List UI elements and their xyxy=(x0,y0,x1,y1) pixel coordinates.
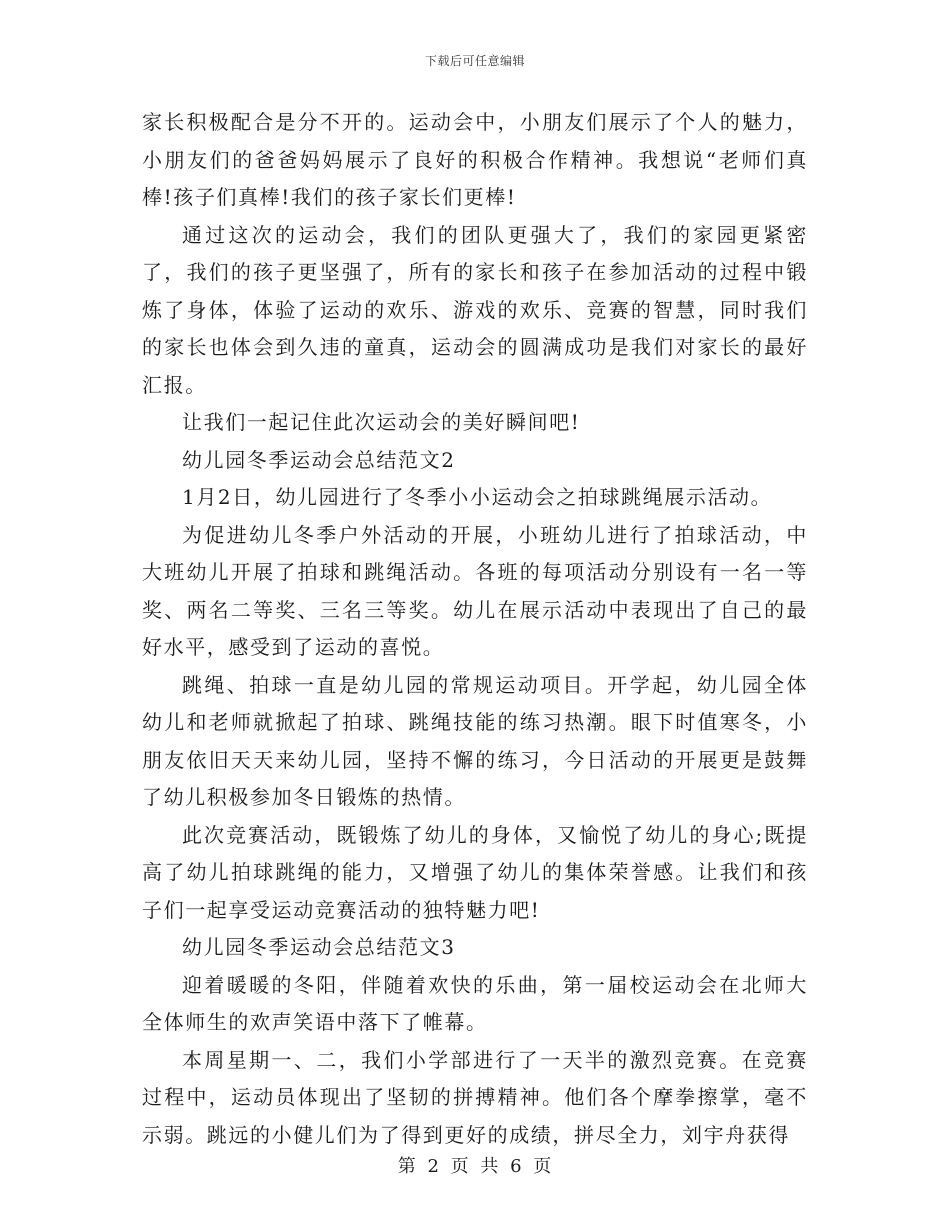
paragraph-8: 此次竞赛活动，既锻炼了幼儿的身体，又愉悦了幼儿的身心;既提高了幼儿拍球跳绳的能力，又增强了幼儿的集体荣誉感。让我们和孩子们一起享受运动竞赛活动的独特魅力吧! xyxy=(142,822,808,922)
paragraph-1: 家长积极配合是分不开的。运动会中，小朋友们展示了个人的魅力，小朋友们的爸爸妈妈展示了良好的积极合作精神。我想说“老师们真棒!孩子们真棒!我们的孩子家长们更棒! xyxy=(142,110,808,209)
document-body xyxy=(142,104,808,1154)
section-heading-3: 幼儿园冬季运动会总结范文3 xyxy=(182,935,456,959)
section-heading-2: 幼儿园冬季运动会总结范文2 xyxy=(182,447,456,472)
paragraph-6: 为促进幼儿冬季户外活动的开展，小班幼儿进行了拍球活动，中大班幼儿开展了拍球和跳绳活动。各班的每项活动分别设有一名一等奖、两名二等奖、三名三等奖。幼儿在展示活动中表现出了自己的最好水平，感受到了运动的喜悦。 xyxy=(142,522,808,659)
paragraph-2: 通过这次的运动会，我们的团队更强大了，我们的家园更紧密了，我们的孩子更坚强了，所有的家长和孩子在参加活动的过程中锻炼了身体，体验了运动的欢乐、游戏的欢乐、竞赛的智慧，同时我们的家长也体会到久违的童真，运动会的圆满成功是我们对家长的最好汇报。 xyxy=(142,222,808,397)
paragraph-7: 跳绳、拍球一直是幼儿园的常规运动项目。开学起，幼儿园全体幼儿和老师就掀起了拍球、跳绳技能的练习热潮。眼下时值寒冬，小朋友依旧天天来幼儿园，坚持不懈的练习，今日活动的开展更是鼓舞了幼儿积极参加冬日锻炼的热情。 xyxy=(142,672,808,809)
paragraph-10: 迎着暖暖的冬阳，伴随着欢快的乐曲，第一届校运动会在北师大全体师生的欢声笑语中落下了帷幕。 xyxy=(142,972,808,1034)
paragraph-5: 1月2日，幼儿园进行了冬季小小运动会之拍球跳绳展示活动。 xyxy=(182,485,773,509)
page-footer: 第 2 页 共 6 页 xyxy=(397,1156,553,1177)
paragraph-11: 本周星期一、二，我们小学部进行了一天半的激烈竞赛。在竞赛过程中，运动员体现出了坚韧的拼搏精神。他们各个摩拳擦掌，毫不示弱。跳远的小健儿们为了得到更好的成绩，拼尽全力，刘宇舟获得 xyxy=(142,1047,808,1147)
paragraph-3: 让我们一起记住此次运动会的美好瞬间吧! xyxy=(182,410,581,434)
page-header: 下载后可任意编辑 xyxy=(424,54,525,68)
